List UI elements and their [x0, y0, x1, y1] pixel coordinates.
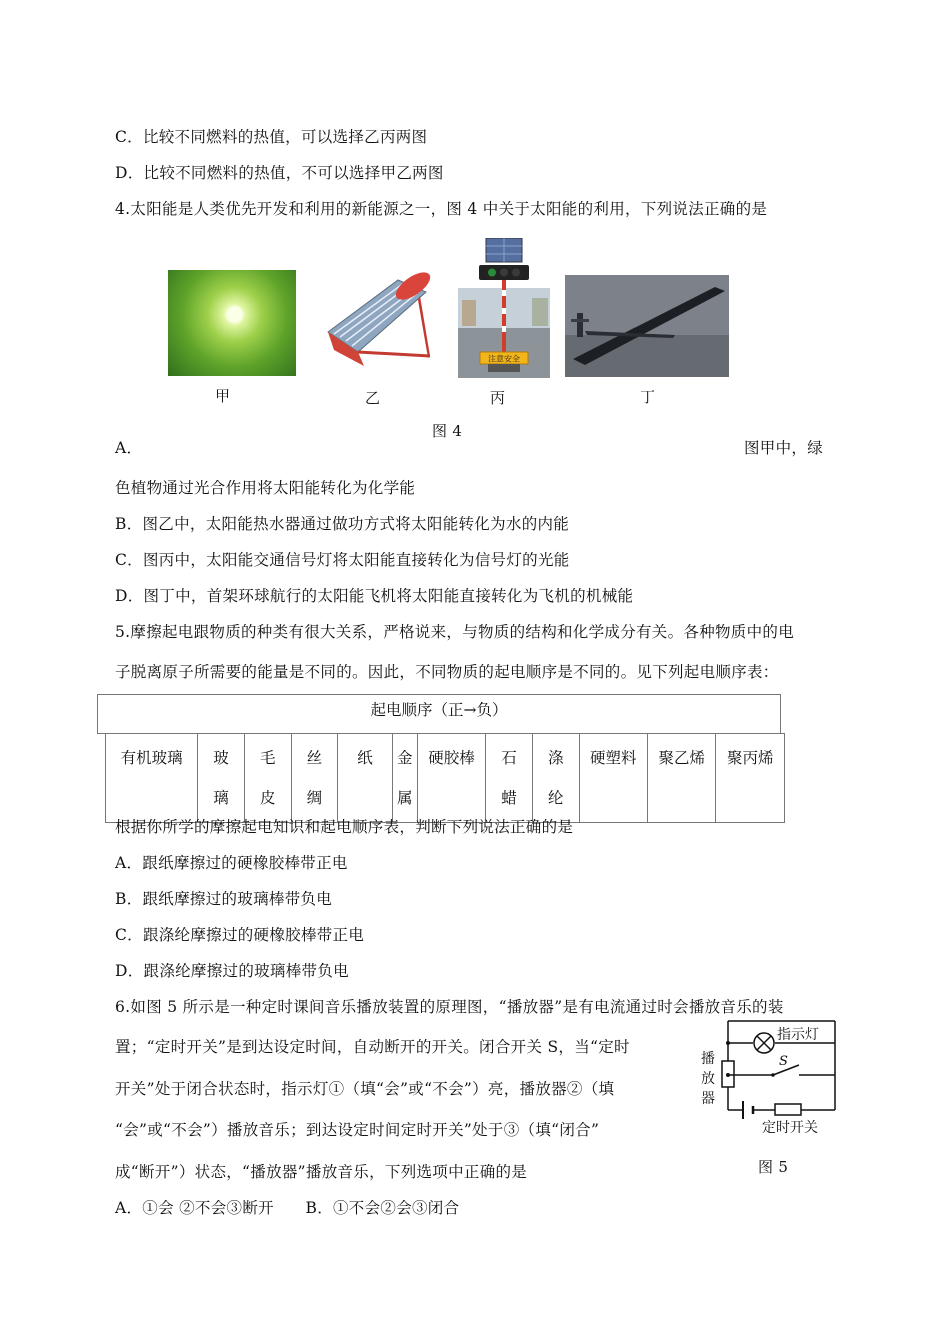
table-cell: 聚丙烯 — [716, 734, 785, 823]
q4-option-a-rest: 色植物通过光合作用将太阳能转化为化学能 — [115, 479, 416, 497]
option-c-q3: C．比较不同燃料的热值，可以选择乙丙两图 — [115, 128, 428, 146]
lamp-label: 指示灯 — [777, 1027, 819, 1043]
q6-stem-line5: 成“断开”）状态，“播放器”播放音乐，下列选项中正确的是 — [115, 1163, 528, 1181]
q6-stem-line4: “会”或“不会”）播放音乐；到达设定时间定时开关”处于③（填“闭合” — [115, 1121, 600, 1139]
q4-option-c: C．图丙中，太阳能交通信号灯将太阳能直接转化为信号灯的光能 — [115, 551, 570, 569]
table-row — [106, 734, 785, 823]
table-cell: 硬胶棒 — [417, 734, 485, 823]
q5-option-d: D．跟涤纶摩擦过的玻璃棒带负电 — [115, 962, 349, 980]
photo-leaves-sunlight — [168, 270, 296, 376]
fig4-label-bing: 丙 — [490, 389, 506, 407]
table-cell: 丝 绸 — [291, 734, 338, 823]
table-cell: 有机玻璃 — [106, 734, 198, 823]
table-cell: 玻 璃 — [198, 734, 245, 823]
q5-stem-line1: 5.摩擦起电跟物质的种类有很大关系，严格说来，与物质的结构和化学成分有关。各种物质中的电 — [115, 623, 794, 641]
table-cell: 硬塑料 — [579, 734, 647, 823]
fig4-label-ding: 丁 — [640, 388, 656, 406]
table-cell: 金 属 — [392, 734, 417, 823]
q5-option-b: B．跟纸摩擦过的玻璃棒带负电 — [115, 890, 333, 908]
table-cell: 石 蜡 — [486, 734, 533, 823]
q5-option-a: A．跟纸摩擦过的硬橡胶棒带正电 — [115, 854, 348, 872]
table-cell: 涤 纶 — [532, 734, 579, 823]
question-4-stem: 4.太阳能是人类优先开发和利用的新能源之一，图 4 中关于太阳能的利用，下列说法正确的是 — [115, 200, 768, 218]
q5-question: 根据你所学的摩擦起电知识和起电顺序表，判断下列说法正确的是 — [115, 818, 574, 836]
warning-sign-text: 注意安全 — [488, 354, 520, 364]
switch-s-label: S — [779, 1054, 788, 1069]
electrification-sequence-table — [105, 733, 785, 823]
option-d-q3: D．比较不同燃料的热值，不可以选择甲乙两图 — [115, 164, 444, 182]
photo-solar-airplane — [565, 275, 729, 377]
q4-option-a-middle: 图甲中，绿 — [744, 439, 824, 457]
fig5-caption: 图 5 — [758, 1158, 789, 1176]
indicator-lamp-icon — [754, 1033, 774, 1053]
q6-options: A．①会 ②不会③断开 B．①不会②会③闭合 — [115, 1199, 460, 1217]
q5-option-c: C．跟涤纶摩擦过的硬橡胶棒带正电 — [115, 926, 365, 944]
table-cell: 聚乙烯 — [648, 734, 716, 823]
q6-stem-line3: 开关”处于闭合状态时，指示灯①（填“会”或“不会”）亮，播放器②（填 — [115, 1080, 615, 1098]
fig4-label-jia: 甲 — [215, 387, 231, 405]
photo-solar-water-heater — [318, 270, 436, 376]
q4-option-b: B．图乙中，太阳能热水器通过做功方式将太阳能转化为水的内能 — [115, 515, 570, 533]
q6-stem-line2: 置；“定时开关”是到达设定时间，自动断开的开关。闭合开关 S，当“定时 — [115, 1038, 630, 1056]
q4-option-a-start: A． — [115, 439, 143, 457]
q5-stem-line2: 子脱离原子所需要的能量是不同的。因此，不同物质的起电顺序是不同的。见下列起电顺序表： — [115, 663, 779, 681]
player-label-1: 播 — [701, 1051, 715, 1067]
photo-solar-traffic-light — [458, 238, 550, 378]
sequence-table-title: 起电顺序（正→负） — [97, 694, 781, 734]
player-label-2: 放 — [701, 1071, 715, 1087]
timer-switch-icon — [775, 1104, 801, 1115]
fig4-caption: 图 4 — [432, 422, 463, 440]
q6-stem-line1: 6.如图 5 所示是一种定时课间音乐播放装置的原理图，“播放器”是有电流通过时会播放音乐的装 — [115, 998, 784, 1016]
table-cell: 毛 皮 — [244, 734, 291, 823]
fig4-label-yi: 乙 — [365, 389, 381, 407]
q4-option-d: D．图丁中，首架环球航行的太阳能飞机将太阳能直接转化为飞机的机械能 — [115, 587, 634, 605]
fig5-circuit-diagram — [695, 1015, 845, 1140]
table-cell: 纸 — [338, 734, 393, 823]
player-label-3: 器 — [701, 1091, 715, 1107]
timer-label: 定时开关 — [762, 1120, 818, 1136]
